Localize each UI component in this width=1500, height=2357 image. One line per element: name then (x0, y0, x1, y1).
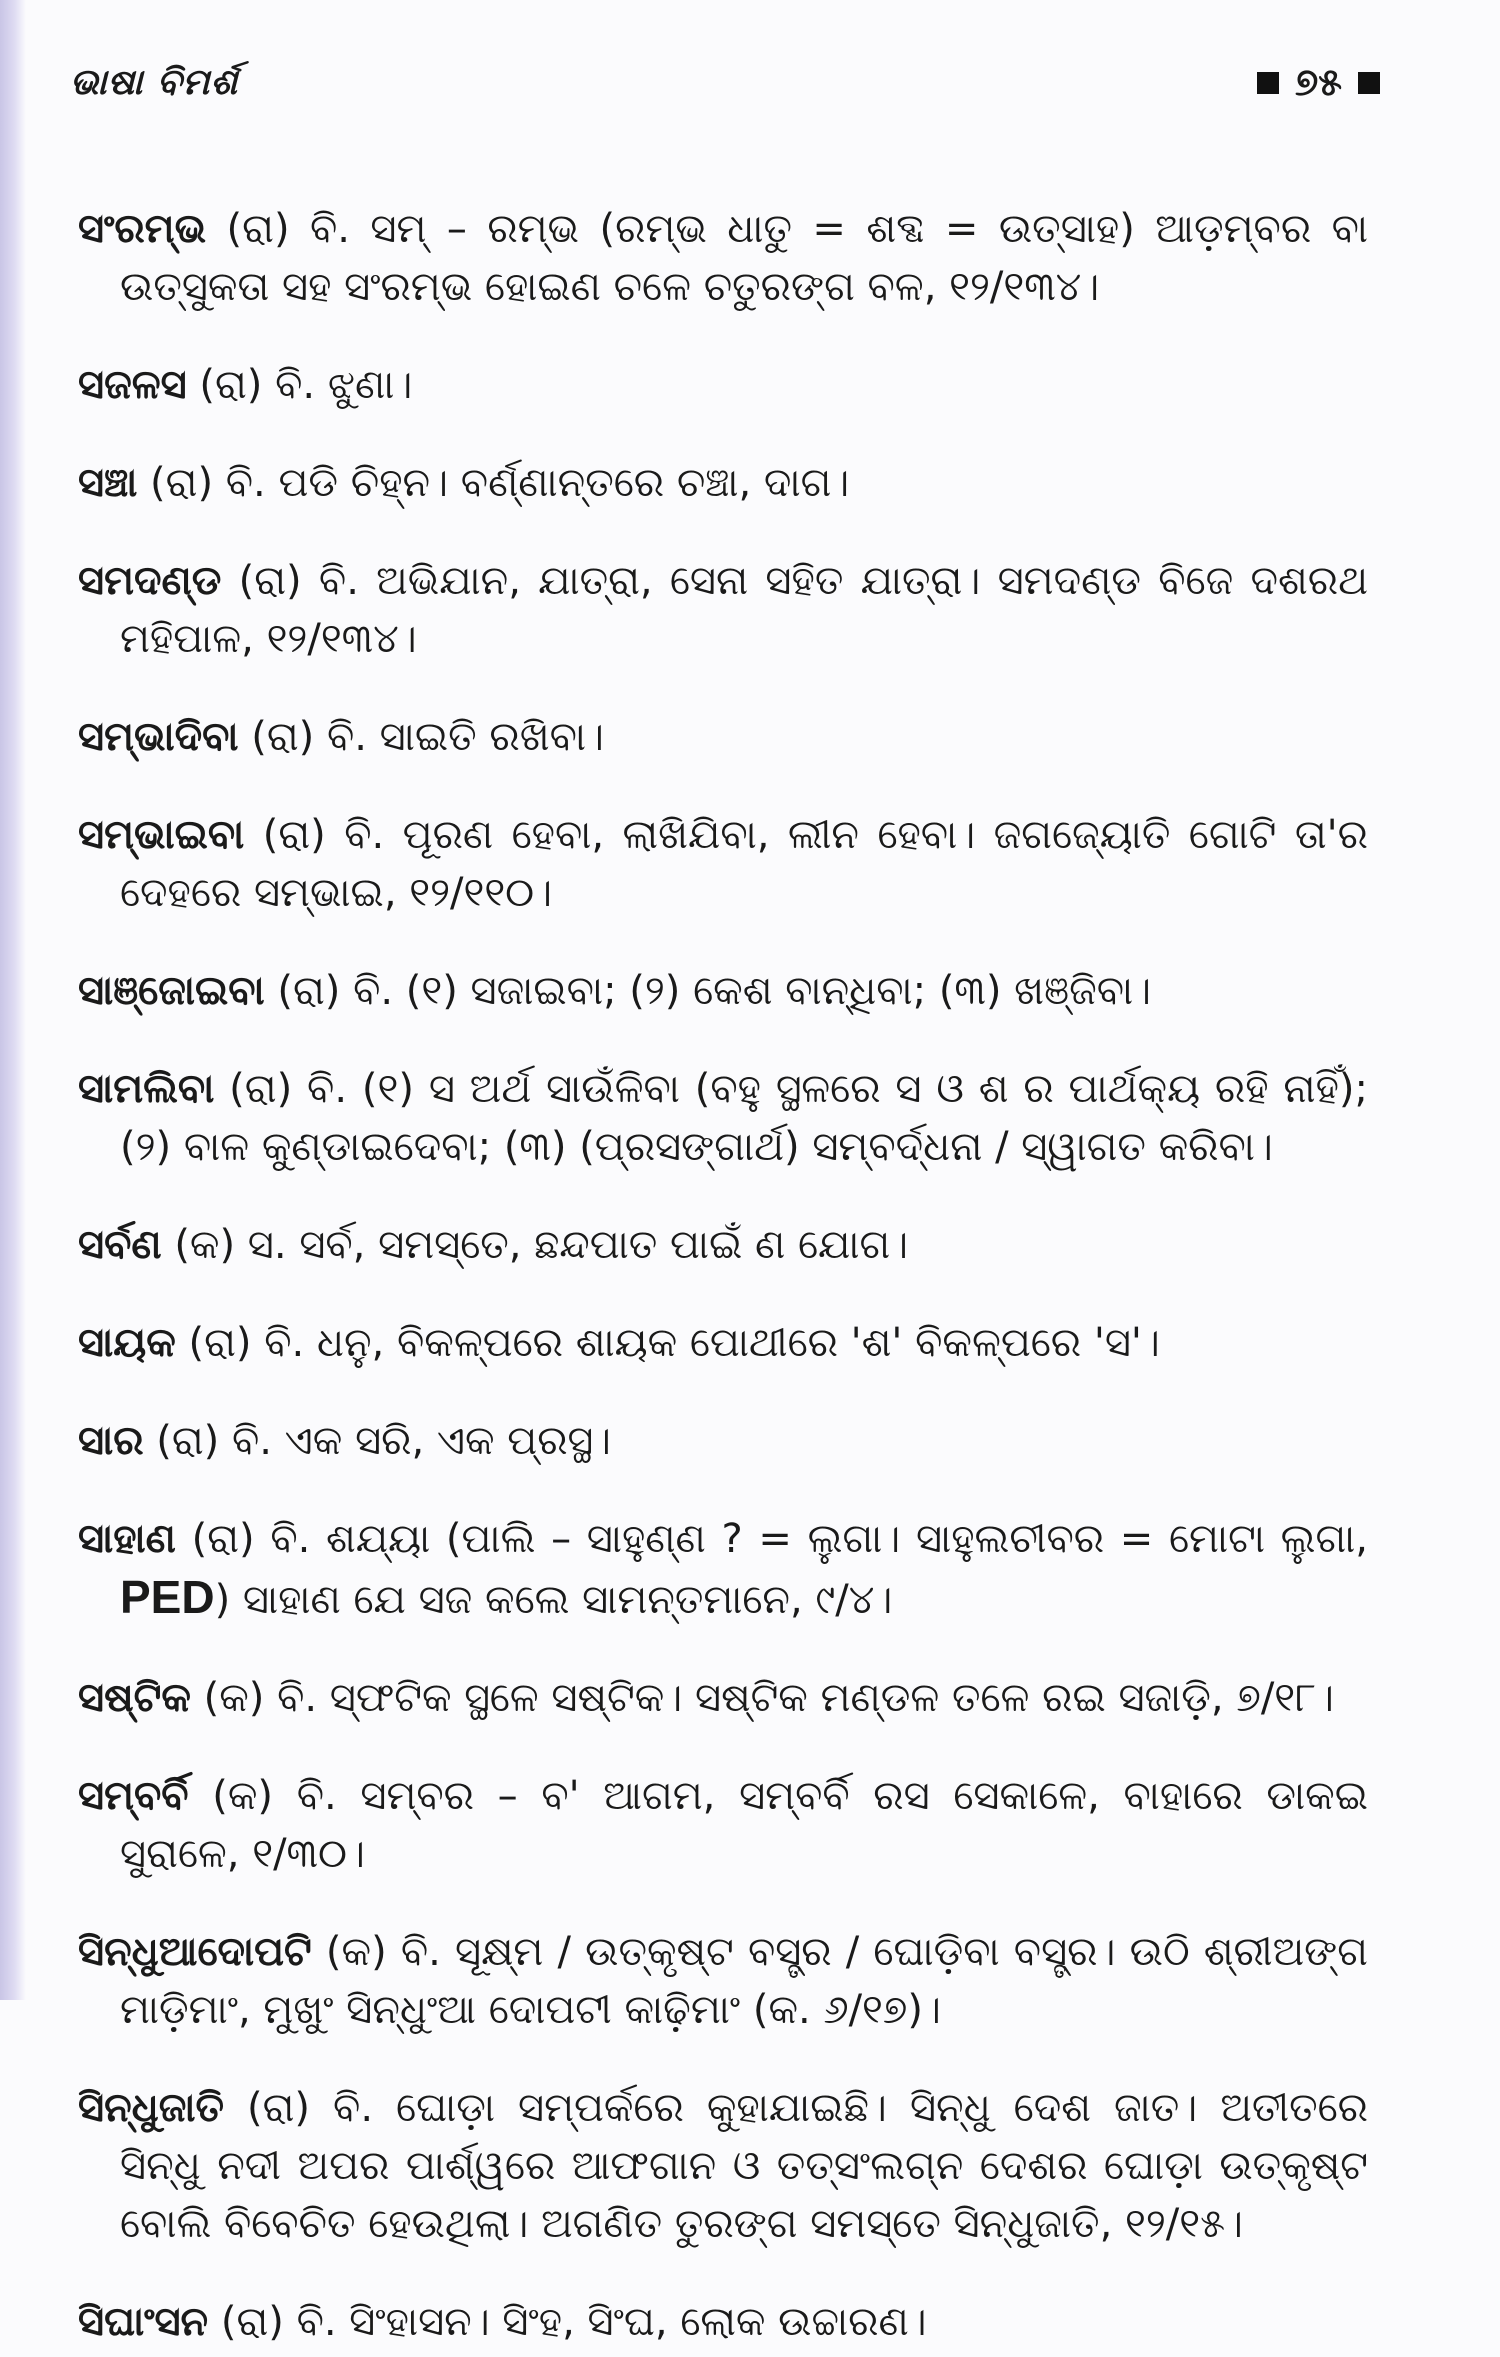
headword: ସଞ୍ଚା (78, 460, 138, 506)
entry-list (78, 160, 1368, 2357)
definition-continued: ) ସାହାଣ ଯେ ସଜ କଲେ ସାମନ୍ତମାନେ, ୯/୪। (214, 1577, 893, 1623)
latin-abbreviation: PED (120, 1571, 215, 1623)
definition: (ରା) ବି. ଝୁଣା। (186, 362, 413, 408)
dictionary-entry (78, 552, 1368, 668)
definition: (କ) ବି. ସମ୍ବର – ବ' ଆଗମ, ସମ୍ବର୍ବି ରସ ସେକାଳେ, ବାହାରେ ଡାକଇ ସୁରାଳେ, ୧/୩୦। (120, 1773, 1368, 1877)
dictionary-entry (78, 1669, 1368, 1727)
dictionary-entry (78, 1412, 1368, 1470)
definition: (ରା) ବି. ସିଂହାସନ। ସିଂହ, ସିଂଘ, ଲୋକ ଉଚ୍ଚାରଣ। (208, 2299, 927, 2345)
dictionary-entry (78, 1923, 1368, 2039)
dictionary-entry (78, 708, 1368, 766)
page-number-block (1257, 60, 1380, 105)
headword: ସମ୍ବର୍ବି (78, 1773, 189, 1819)
square-ornament-right-icon (1358, 72, 1380, 94)
dictionary-entry (78, 454, 1368, 512)
headword: ସାଞ୍ଜୋଇବା (78, 968, 265, 1014)
dictionary-entry (78, 2079, 1368, 2253)
headword: ସିନ୍ଧୁଆଦୋପଟି (78, 1929, 312, 1975)
dictionary-entry (78, 1060, 1368, 1176)
definition: (କ) ସ. ସର୍ବ, ସମସ୍ତେ, ଛନ୍ଦପାତ ପାଇଁ ଣ ଯୋଗ। (161, 1222, 909, 1268)
headword: ସମ୍ଭାଇବା (78, 812, 245, 858)
headword: ସଷ୍ଟିକ (78, 1675, 191, 1721)
dictionary-entry (78, 962, 1368, 1020)
definition: (କ) ବି. ସ୍ଫଟିକ ସ୍ଥଳେ ସଷ୍ଟିକ। ସଷ୍ଟିକ ମଣ୍ଡଳ ତଳେ ରଇ ସଜାଡ଼ି, ୭/୧୮। (190, 1675, 1335, 1721)
headword: ସାମଲିବା (78, 1066, 215, 1112)
definition: (ରା) ବି. (୧) ସଜାଇବା; (୨) କେଶ ବାନ୍ଧିବା; (୩) ଖଞ୍ଜିବା। (264, 968, 1152, 1014)
page-number: ୭୫ (1295, 60, 1342, 104)
dictionary-entry (78, 1510, 1368, 1629)
dictionary-entry (78, 1314, 1368, 1372)
definition: (ରା) ବି. ସମ୍ – ରମ୍ଭ (ରମ୍ଭ ଧାତୁ = ଶବ୍ଦ = ଉତ୍ସାହ) ଆଡ଼ମ୍ବର ବା ଉତ୍ସୁକତା ସହ ସଂରମ୍ଭ ହୋଇଣ ଚଳେ ଚତୁରଙ୍ଗ ବଳ, ୧୨/୧୩୪। (120, 206, 1368, 310)
dictionary-entry (78, 1767, 1368, 1883)
dictionary-entry (78, 356, 1368, 414)
headword: ସିନ୍ଧୁଜାତି (78, 2085, 224, 2131)
headword: ସମଦଣ୍ଡ (78, 558, 222, 604)
headword: ସର୍ବଣ (78, 1222, 162, 1268)
definition: (ରା) ବି. ପଡି ଚିହ୍ନ। ବର୍ଣ୍ଣାନ୍ତରେ ଚଞ୍ଚା, ଦାଗ। (137, 460, 850, 506)
dictionary-entry (78, 806, 1368, 922)
definition: (ରା) ବି. ଘୋଡ଼ା ସମ୍ପର୍କରେ କୁହାଯାଇଛି। ସିନ୍ଧୁ ଦେଶ ଜାତ। ଅତୀତରେ ସିନ୍ଧୁ ନଦୀ ଅପର ପାର୍ଶ୍ୱରେ ଆଫଗାନ ଓ ତତ୍ସଂଲଗ୍ନ ଦେଶର ଘୋଡ଼ା ଉତ୍କୃଷ୍ଟ ବୋଲି ବିବେଚିତ ହେଉଥିଲା। ଅଗଣିତ ତୁରଙ୍ଗ ସମସ୍ତେ ସିନ୍ଧୁଜାତି, ୧୨/୧୫। (120, 2085, 1368, 2247)
square-ornament-left-icon (1257, 72, 1279, 94)
definition: (ରା) ବି. ଅଭିଯାନ, ଯାତ୍ରା, ସେନା ସହିତ ଯାତ୍ରା। ସମଦଣ୍ଡ ବିଜେ ଦଶରଥ ମହିପାଳ, ୧୨/୧୩୪। (120, 558, 1368, 662)
definition: (କ) ବି. ସୂକ୍ଷ୍ମ / ଉତ୍କୃଷ୍ଟ ବସ୍ତ୍ର / ଘୋଡ଼ିବା ବସ୍ତ୍ର। ଉଠି ଶ୍ରୀଅଙ୍ଗ ମାଡ଼ିମାଂ, ମୁଖୁଂ ସିନ୍ଧୁଂଆ ଦୋପଟୀ କାଢ଼ିମାଂ (କ. ୬/୧୭)। (120, 1929, 1368, 2033)
dictionary-entry (78, 1216, 1368, 1274)
headword: ସାର (78, 1418, 144, 1464)
headword: ସଜଳସ (78, 362, 187, 408)
definition: (ରା) ବି. ପୂରଣ ହେବା, ଲାଖିଯିବା, ଲୀନ ହେବା। ଜଗଜ୍ୟୋତି ଗୋଟି ତା'ର ଦେହରେ ସମ୍ଭାଇ, ୧୨/୧୧୦। (120, 812, 1368, 916)
definition: (ରା) ବି. ଶଯ୍ୟା (ପାଲି – ସାହୁଣ୍ଣ ? = ଲୁଗା। ସାହୁଲଚୀବର = ମୋଟା ଲୁଗା, (175, 1516, 1368, 1562)
dictionary-entry (78, 200, 1368, 316)
definition: (ରା) ବି. ସାଇତି ରଖିବା। (238, 714, 605, 760)
dictionary-entry (78, 2293, 1368, 2351)
headword: ସିଘାଂସନ (78, 2299, 209, 2345)
definition: (ରା) ବି. ଏକ ସରି, ଏକ ପ୍ରସ୍ଥ। (143, 1418, 612, 1464)
definition: (ରା) ବି. (୧) ସ ଅର୍ଥ ସାଉଁଳିବା (ବହୁ ସ୍ଥଳରେ ସ ଓ ଶ ର ପାର୍ଥକ୍ୟ ରହି ନାହିଁ); (୨) ବାଳ କୁଣ୍ଡାଇଦେବା; (୩) (ପ୍ରସଙ୍ଗାର୍ଥ) ସମ୍ବର୍ଦ୍ଧନା / ସ୍ୱାଗତ କରିବା। (120, 1066, 1368, 1170)
headword: ସମ୍ଭାଦିବା (78, 714, 239, 760)
headword: ସଂରମ୍ଭ (78, 206, 207, 252)
running-title: ଭାଷା ବିମର୍ଶ (70, 62, 239, 103)
definition: (ରା) ବି. ଧନୁ, ବିକଳ୍ପରେ ଶାୟକ ପୋଥୀରେ 'ଶ' ବିକଳ୍ପରେ 'ସ'। (175, 1320, 1160, 1366)
headword: ସାହାଣ (78, 1516, 176, 1562)
headword: ସାୟକ (78, 1320, 176, 1366)
